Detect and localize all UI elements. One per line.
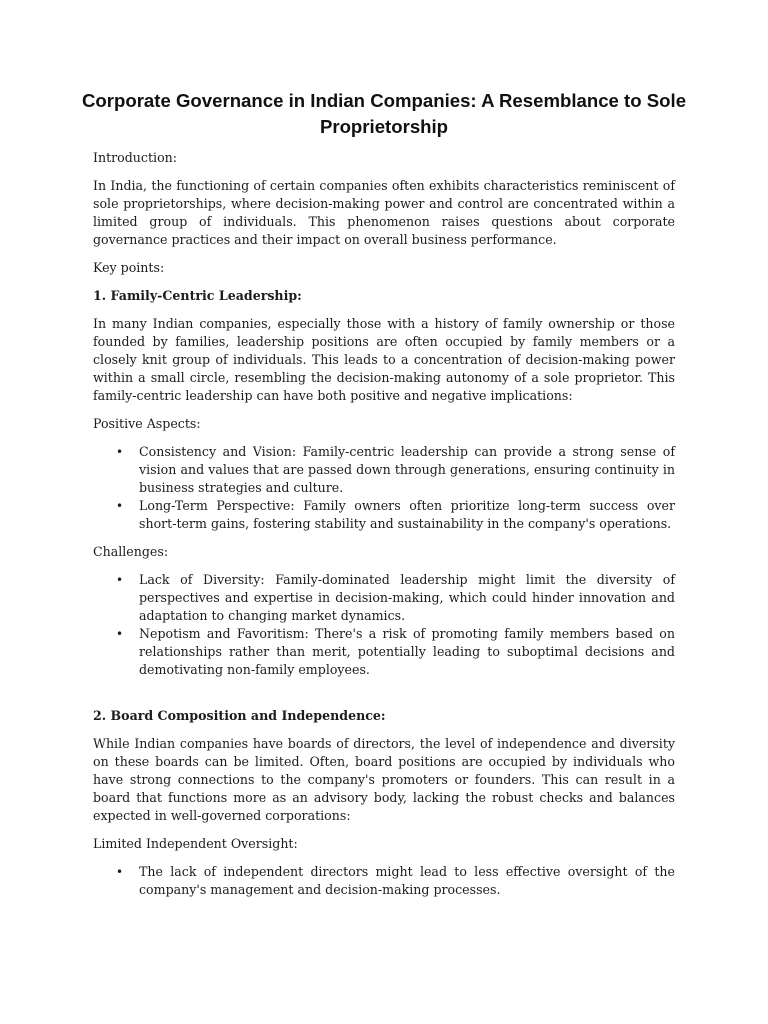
section-2-heading: 2. Board Composition and Independence: [93, 708, 386, 723]
section-1-paragraph: In many Indian companies, especially those with a history of family ownership or those founded by families, leadership positions are often occupied by family members or a closely knit group of individuals. This leads to a concentration of decision-making power within a small circle, resembling the decision-making autonomy of a sole proprietor. This family-centric leadership can have both positive and negative implications: [93, 316, 675, 403]
list-item-text: Long-Term Perspective: Family owners often prioritize long-term success over short-term gains, fostering stability and sustainability in the company's operations. [139, 498, 675, 531]
bullet-icon: • [116, 573, 124, 587]
positive-aspects-label: Positive Aspects: [93, 416, 201, 431]
key-points-label: Key points: [93, 260, 165, 275]
list-item-text: Consistency and Vision: Family-centric leadership can provide a strong sense of vision and values that are passed down through generations, ensuring continuity in business strategies and culture. [139, 444, 675, 495]
list-item-text: The lack of independent directors might lead to less effective oversight of the company's management and decision-making processes. [139, 864, 675, 897]
limited-oversight-label: Limited Independent Oversight: [93, 836, 298, 851]
bullet-icon: • [116, 627, 124, 641]
list-item-text: Lack of Diversity: Family-dominated leadership might limit the diversity of perspectives and expertise in decision-making, which could hinder innovation and adaptation to changing market dynamics. [139, 572, 675, 623]
list-item [93, 625, 675, 679]
section-1-heading: 1. Family-Centric Leadership: [93, 288, 302, 303]
list-item [93, 443, 675, 497]
bullet-icon: • [116, 499, 124, 513]
list-item [93, 863, 675, 899]
intro-paragraph: In India, the functioning of certain companies often exhibits characteristics reminiscent of sole proprietorships, where decision-making power and control are concentrated within a limited group of individuals. This phenomenon raises questions about corporate governance practices and their impact on overall business performance. [93, 178, 675, 247]
oversight-list [93, 863, 675, 899]
bullet-icon: • [116, 865, 124, 879]
bullet-icon: • [116, 445, 124, 459]
positive-aspects-list [93, 443, 675, 533]
challenges-list [93, 571, 675, 679]
list-item [93, 571, 675, 625]
document-content [81, 88, 687, 909]
list-item-text: Nepotism and Favoritism: There's a risk of promoting family members based on relationships rather than merit, potentially leading to suboptimal decisions and demotivating non-family employees. [139, 626, 675, 677]
document-title: Corporate Governance in Indian Companies: A Resemblance to Sole Proprietorship [81, 90, 687, 137]
challenges-label: Challenges: [93, 544, 169, 559]
intro-label: Introduction: [93, 150, 177, 165]
list-item [93, 497, 675, 533]
section-2-paragraph: While Indian companies have boards of directors, the level of independence and diversity on these boards can be limited. Often, board positions are occupied by individuals who have strong connections to the company's promoters or founders. This can result in a board that functions more as an advisory body, lacking the robust checks and balances expected in well-governed corporations: [93, 736, 675, 823]
